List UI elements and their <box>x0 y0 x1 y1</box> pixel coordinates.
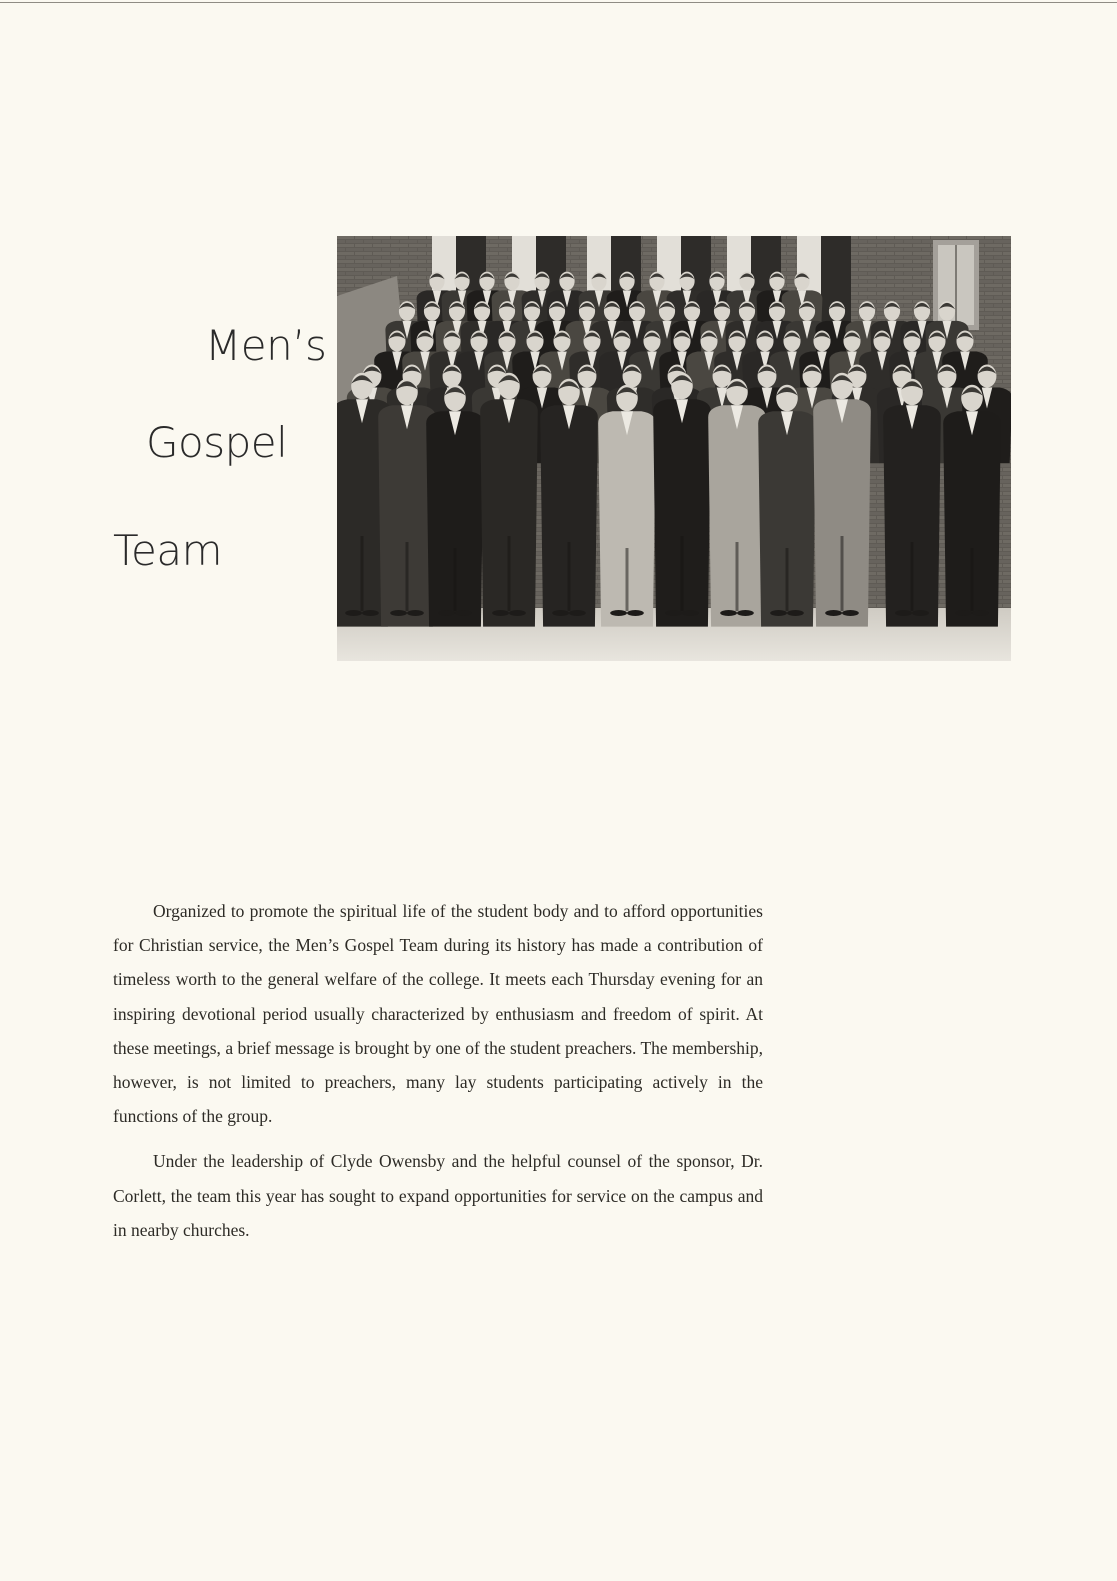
title-line-gospel: Gospel <box>146 418 288 467</box>
body-text <box>113 894 763 1247</box>
title-line-mens: Men’s <box>205 321 327 370</box>
top-rule <box>0 2 1117 3</box>
paragraph-2: Under the leadership of Clyde Owensby and the helpful counsel of the sponsor, Dr. Corlett, the team this year has sought to expand opportunities for service on the campus and in nearby churches. <box>113 1151 763 1240</box>
group-photo-illustration <box>337 236 1011 661</box>
title-line-team: Team <box>113 526 223 575</box>
group-photo <box>337 236 1011 661</box>
paragraph-1: Organized to promote the spiritual life of the student body and to afford opportunities for Christian service, the Men’s Gospel Team during its history has made a contribution of timeless worth to the general welfare of the college. It meets each Thursday evening for an inspiring devotional period usually characterized by enthusiasm and freedom of spirit. At these meetings, a brief message is brought by one of the student preachers. The membership, however, is not limited to preachers, many lay students participating actively in the functions of the group. <box>113 901 763 1127</box>
